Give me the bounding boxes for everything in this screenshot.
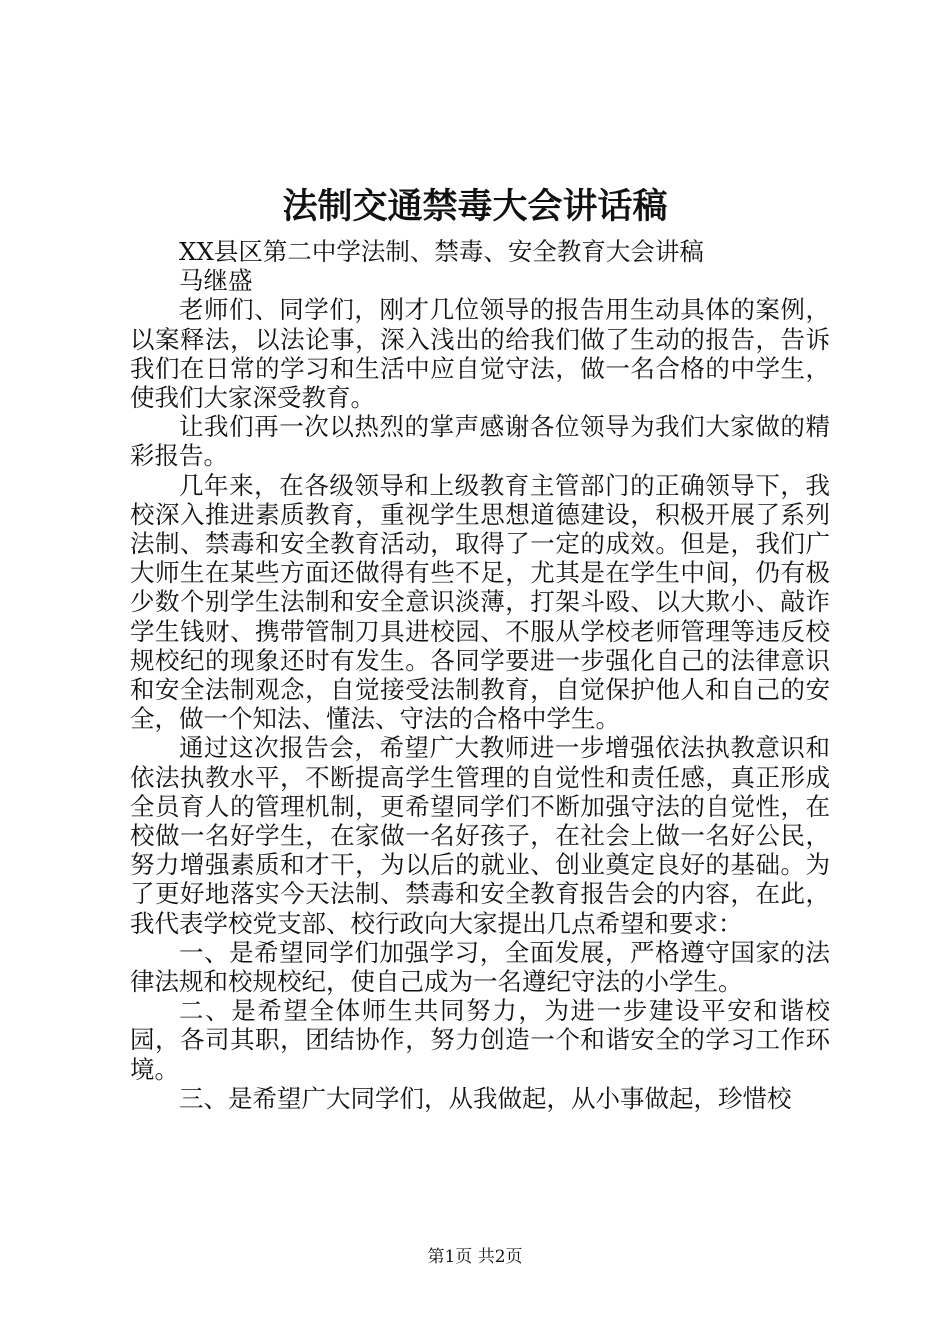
document-body bbox=[130, 237, 830, 1113]
paragraph: 几年来，在各级领导和上级教育主管部门的正确领导下，我校深入推进素质教育，重视学生思想道德建设，积极开展了系列法制、禁毒和安全教育活动，取得了一定的成效。但是，我们广大师生在某些方面还做得有些不足，尤其是在学生中间，仍有极少数个别学生法制和安全意识淡薄，打架斗殴、以大欺小、敲诈学生钱财、携带管制刀具进校园、不服从学校老师管理等违反校规校纪的现象还时有发生。各同学要进一步强化自己的法律意识和安全法制观念，自觉接受法制教育，自觉保护他人和自己的安全，做一个知法、懂法、守法的合格中学生。 bbox=[130, 470, 830, 734]
document-title: 法制交通禁毒大会讲话稿 bbox=[282, 186, 668, 227]
paragraph: 老师们、同学们，刚才几位领导的报告用生动具体的案例，以案释法，以法论事，深入浅出的给我们做了生动的报告，告诉我们在日常的学习和生活中应自觉守法，做一名合格的中学生，使我们大家深受教育。 bbox=[130, 295, 830, 413]
paragraph-author: 马继盛 bbox=[179, 266, 253, 296]
paragraph: 二、是希望全体师生共同努力，为进一步建设平安和谐校园，各司其职，团结协作，努力创造一个和谐安全的学习工作环境。 bbox=[130, 996, 830, 1084]
page-footer: 第1页 共2页 bbox=[427, 1247, 523, 1267]
paragraph: 一、是希望同学们加强学习，全面发展，严格遵守国家的法律法规和校规校纪，使自己成为一名遵纪守法的小学生。 bbox=[130, 937, 830, 997]
paragraph: 让我们再一次以热烈的掌声感谢各位领导为我们大家做的精彩报告。 bbox=[130, 412, 830, 471]
paragraph: 三、是希望广大同学们，从我做起，从小事做起，珍惜校 bbox=[179, 1083, 792, 1113]
paragraph-subtitle: XX县区第二中学法制、禁毒、安全教育大会讲稿 bbox=[179, 237, 704, 266]
paragraph: 通过这次报告会，希望广大教师进一步增强依法执教意识和依法执教水平，不断提高学生管理的自觉性和责任感，真正形成全员育人的管理机制，更希望同学们不断加强守法的自觉性，在校做一名好学生，在家做一名好孩子，在社会上做一名好公民，努力增强素质和才干，为以后的就业、创业奠定良好的基础。为了更好地落实今天法制、禁毒和安全教育报告会的内容，在此，我代表学校党支部、校行政向大家提出几点希望和要求： bbox=[130, 733, 830, 938]
